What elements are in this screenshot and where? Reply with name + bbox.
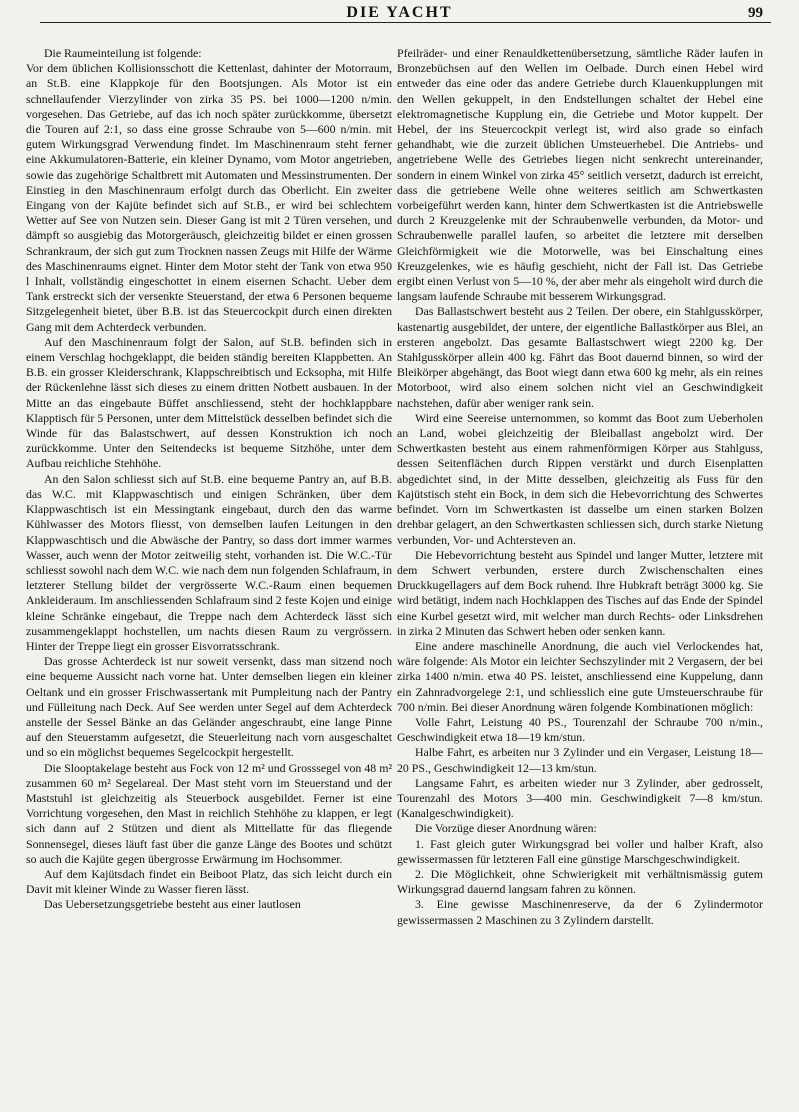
paragraph: Das grosse Achterdeck ist nur soweit versenkt, dass man sitzend noch eine bequeme Aussicht nach vorne hat. Unter demselben liegen ein kleiner Oeltank und ein grosser Frischwassertank mit Pumpleitung nach der Pantry und Fülleitung nach Deck. Auf See werden unter Segel auf dem Achterdeck anstelle der Sessel Bänke an das Geländer angeschraubt, eine lange Pinne auf den Steuerstamm aufgesetzt, die Steuerleitung nach vorn ausgeschaltet und so ein möglichst bequemes Segelcockpit hergestellt. <box>26 654 392 760</box>
left-column <box>26 46 392 1102</box>
right-column <box>397 46 763 1102</box>
running-title: DIE YACHT <box>346 4 453 21</box>
paragraph: Halbe Fahrt, es arbeiten nur 3 Zylinder und ein Vergaser, Leistung 18—20 PS., Geschwindigkeit 12—13 km/stun. <box>397 745 763 775</box>
paragraph: Vor dem üblichen Kollisionsschott die Kettenlast, dahinter der Motorraum, an St.B. eine Klappkoje für den Bootsjungen. Als Motor ist ein schnellaufender Vierzylinder von zirka 35 PS. bei 1000—1200 n/min. vorgesehen. Das Getriebe, auf das ich noch später zurückkomme, übersetzt die Touren auf 2:1, so dass eine grosse Schraube von 5—600 n/min. mit gutem Wirkungsgrad Verwendung findet. Im Maschinenraum steht ferner eine Akkumulatoren-Batterie, ein kleiner Dynamo, vom Motor angetrieben, sowie das zugehörige Schaltbrett mit Automaten und Messinstrumenten. Der Einstieg in den Maschinenraum erfolgt durch das Oberlicht. Ein zweiter Eingang von der Kajüte befindet sich auf St.B., er wird bei schlechtem Wetter auf See von Nutzen sein. Dieser Gang ist mit 2 Türen versehen, und dämpft so ausgiebig das Motorgeräusch, gleichzeitig bildet er einen grossen Schrankraum, der sich gut zum Trocknen nassen Zeugs mit Hilfe der Wärme des Maschinenraums eignet. Hinter dem Motor steht der Tank von etwa 950 l Inhalt, vollständig eingeschottet in einem eisernen Schacht. Ueber dem Tank erstreckt sich der versenkte Steuerstand, der etwa 6 Personen bequeme Sitzgelegenheit bietet, über B.B. ist das Steuercockpit durch einen direkten Gang mit dem Achterdeck verbunden. <box>26 61 392 334</box>
paragraph: An den Salon schliesst sich auf St.B. eine bequeme Pantry an, auf B.B. das W.C. mit Klappwaschtisch und einigen Schränken, über dem Klappwaschtisch ist ein Messingtank eingebaut, durch den das warme Kühlwasser des Motors fliesst, von demselben laufen Leitungen in den Klappwaschtisch und die Abwäsche der Pantry, so dass dort immer warmes Wasser, auch wenn der Motor zeitweilig steht, vorhanden ist. Die W.C.-Tür schliesst sowohl nach dem W.C. wie nach dem nun folgenden Schlafraum, in letzterer Stellung bildet der vergrösserte W.C.-Raum einen bequemen Ankleideraum. Im anschliessenden Schlafraum sind 2 feste Kojen und einige kleine Schränke eingebaut, die Treppe nach dem Achterdeck lässt sich zusammengeklappt hochstellen, um nachts diesen Raum zu vergrössern. Hinter der Treppe liegt ein grosser Eisvorratsschrank. <box>26 471 392 653</box>
header-rule <box>40 22 771 23</box>
paragraph: Die Hebevorrichtung besteht aus Spindel und langer Mutter, letztere mit dem Schwert verbunden, erstere durch Zwischenschalten eines Druckkugellagers auf dem Bock ruhend. Ihre Hubkraft beträgt 3000 kg. Sie wird betätigt, indem nach Hochklappen des Tisches auf das Ende der Spindel eine Kurbel gesetzt wird, mit welcher man durch Rechts- oder Linksdrehen in zirka 2 Minuten das Schwert heben oder senken kann. <box>397 547 763 638</box>
paragraph: Langsame Fahrt, es arbeiten wieder nur 3 Zylinder, aber gedrosselt, Tourenzahl des Motors 3—400 min. Geschwindigkeit 7—8 km/stun. (Kanalgeschwindigkeit). <box>397 775 763 821</box>
paragraph: Die Vorzüge dieser Anordnung wären: <box>415 821 597 836</box>
list-item: 2. Die Möglichkeit, ohne Schwierigkeit mit verhältnismässig gutem Wirkungsgrad dauernd langsam fahren zu können. <box>397 866 763 897</box>
paragraph: Die Slooptakelage besteht aus Fock von 12 m² und Grosssegel von 48 m² zusammen 60 m² Segelareal. Der Mast steht vorn im Steuerstand und der Maststuhl ist gleichzeitig als Steuerbock ausgebildet. Ferner ist eine Vorrichtung vorgesehen, den Mast in reichlich Stehhöhe zu klappen, er legt sich dann auf 2 Stützen und dient als Mittellatte für das fliegende Sonnensegel, dieses läuft fast über die ganze Länge des Bootes und schützt so auch die Kajüte gegen übergrosse Erwärmung im Hochsommer. <box>26 760 392 866</box>
paragraph: Das Uebersetzungsgetriebe besteht aus einer lautlosen <box>44 897 301 912</box>
list-item: 3. Eine gewisse Maschinenreserve, da der 6 Zylindermotor gewissermassen 2 Maschinen zu 3 Zylindern darstellt. <box>397 897 763 927</box>
paragraph: Eine andere maschinelle Anordnung, die auch viel Verlockendes hat, wäre folgende: Als Motor ein leichter Sechszylinder mit 2 Vergasern, der bei zirka 1400 n/min. etwa 40 PS. leistet, anschliessend eine Kuppelung, dann ein Zahnradvorgelege 2:1, und schliesslich eine gute Umsteuerschraube für 700 n/min. Bei dieser Anordnung wären folgende Kombinationen möglich: <box>397 638 763 714</box>
paragraph: Die Raumeinteilung ist folgende: <box>44 46 202 60</box>
paragraph: Auf den Maschinenraum folgt der Salon, auf St.B. befinden sich in einem Verschlag hochgeklappt, die beiden ständig bereiten Klappbetten. An B.B. ein grosser Kleiderschrank, Klappschreibtisch und Ecksopha, mit Hilfe der Rückenlehne lässt sich dieses zu einem dritten Notbett ausbauen. In der Mitte an das eingebaute Büffet anschliessend, steht der hochklappbare Klapptisch für 5 Personen, unter dem Mittelstück desselben befindet sich die Winde für das Balastschwert, auf dessen Konstruktion ich noch zurückkomme. Unter den Seitendecks ist bequeme Sitzhöhe, unter dem Aufbau reichliche Stehhöhe. <box>26 334 392 471</box>
paragraph: Das Ballastschwert besteht aus 2 Teilen. Der obere, ein Stahlgusskörper, kastenartig ausgebildet, der untere, der eigentliche Ballastkörper aus Blei, an ersteren angebolzt. Das gesamte Ballastschwert wiegt 2200 kg. Der Stahlgusskörper allein 400 kg. Fährt das Boot dauernd binnen, so wird der Bleikörper abgehängt, das Boot wiegt dann etwa 600 kg mehr, als ein reines Motorboot, wird also einem solchen nicht viel an Geschwindigkeit nachstehen, dafür aber weniger rank sein. <box>397 304 763 410</box>
paragraph: Auf dem Kajütsdach findet ein Beiboot Platz, das sich leicht durch ein Davit mit kleiner Winde zu Wasser fieren lässt. <box>26 866 392 897</box>
page-number: 99 <box>748 5 763 21</box>
paragraph: Pfeilräder- und einer Renauldkettenübersetzung, sämtliche Räder laufen in Bronzebüchsen auf den Wellen im Oelbade. Durch einen Hebel wird entweder das eine oder das andere Getriebe durch Klauenkupplungen mit den Wellen gekuppelt, in den Endstellungen schaltet der Hebel eine elektromagnetische Kupplung ein, die Getriebe und Motor kuppelt. Der Hebel, der ins Steuercockpit verlegt ist, wird also grade so einfach gehandhabt, wie die zurzeit üblichen Umsteuerhebel. Die Antriebs- und angetriebene Welle des Getriebes liegen nicht senkrecht untereinander, sondern in einem Winkel von zirka 45° seitlich versetzt, dadurch ist erreicht, dass die getriebene Welle ohne weiteres seitlich am Schwertkasten vorbeigeführt werden kann, hinter dem Schwertkasten ist die Antriebswelle durch 2 Kreuzgelenke mit der Schraubenwelle verbunden, da Motor- und Schraubenwelle parallel laufen, so arbeitet die letztere mit derselben Gleichförmigkeit wie die Motorwelle, was bei Einschaltung eines Kreuzgelenkes, wie es häufig geschieht, nicht der Fall ist. Das Getriebe ergibt einen Verlust von 5—10 %, der aber mehr als eingeholt wird durch die langsam laufende Schraube mit besserem Wirkungsgrad. <box>397 46 763 304</box>
paragraph: Wird eine Seereise unternommen, so kommt das Boot zum Ueberholen an Land, wobei gleichzeitig der Bleiballast angebolzt wird. Der Schwertkasten besteht aus einem rahmenförmigen Körper aus Stahlguss, dessen Seitenflächen durch Rippen verstärkt und durch Eisenplatten abgedichtet sind, in der Mitte desselben, gleichzeitig als Fuss für den Kajütstisch steht ein Bock, in dem sich die Hebevorrichtung des Schwertes befindet. Vorn im Schwertkasten ist dasselbe um einen starken Bolzen drehbar gelagert, an den Schwertkasten schliessen sich, durch starke Nietung verbunden, Vor- und Achtersteven an. <box>397 410 763 547</box>
list-item: 1. Fast gleich guter Wirkungsgrad bei voller und halber Kraft, also gewissermassen für letzteren Fall eine günstige Marschgeschwindigkeit. <box>397 836 763 866</box>
paragraph: Volle Fahrt, Leistung 40 PS., Tourenzahl der Schraube 700 n/min., Geschwindigkeit etwa 18—19 km/stun. <box>397 714 763 745</box>
